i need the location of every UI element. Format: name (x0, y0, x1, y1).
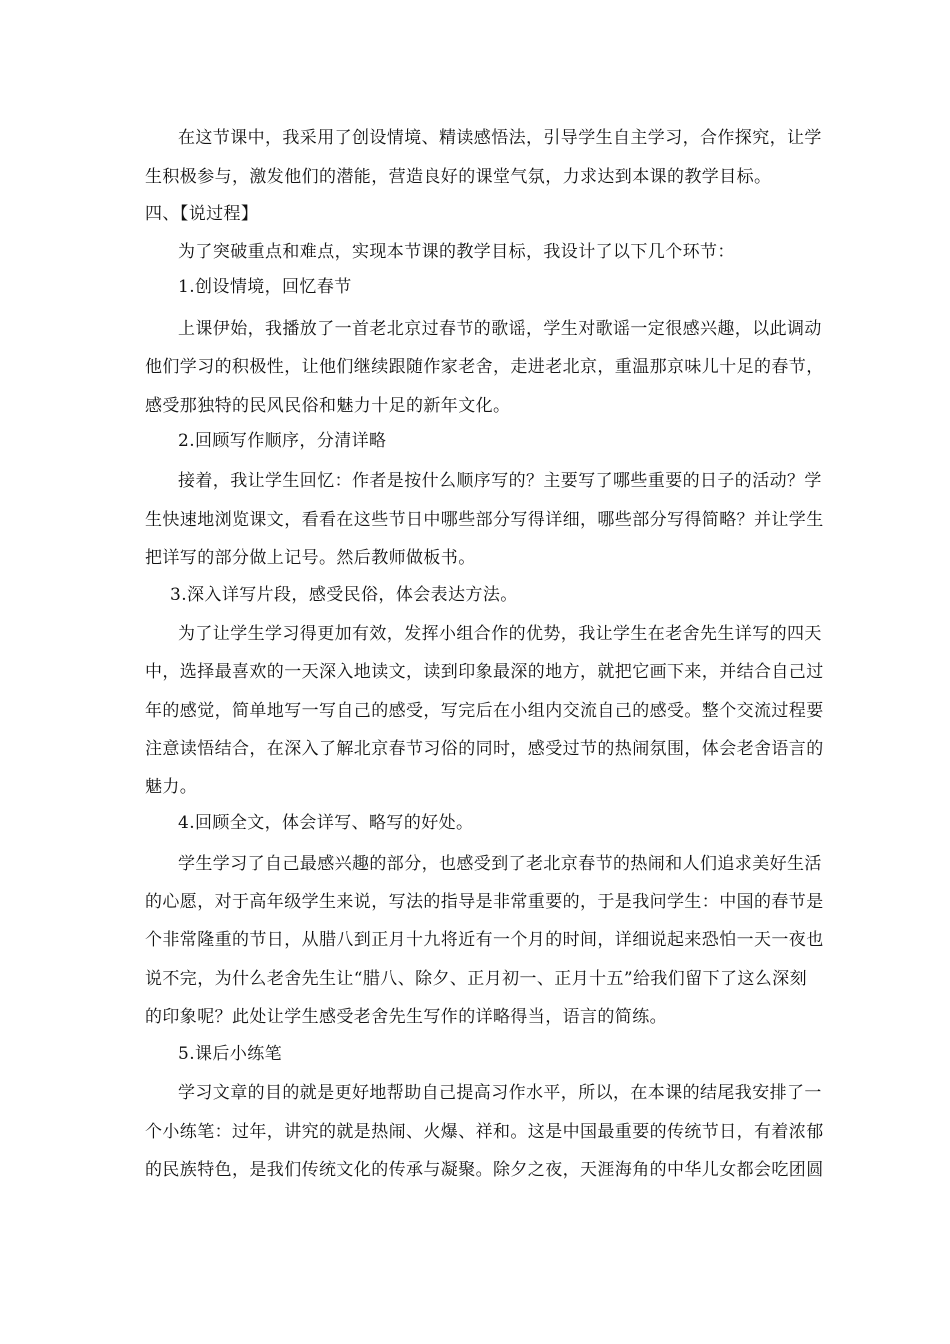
paragraph-line: 的心愿，对于高年级学生来说，写法的指导是非常重要的，于是我问学生：中国的春节是 (145, 892, 824, 912)
paragraph-line: 生积极参与，激发他们的潜能，营造良好的课堂气氛，力求达到本课的教学目标。 (145, 167, 772, 187)
paragraph-line: 个非常隆重的节日，从腊八到正月十九将近有一个月的时间，详细说起来恐怕一天一夜也 (145, 930, 824, 950)
paragraph-line: 为了突破重点和难点，实现本节课的教学目标，我设计了以下几个环节： (178, 242, 735, 262)
step-heading: 5.课后小练笔 (178, 1044, 283, 1064)
paragraph-line: 生快速地浏览课文，看看在这些节日中哪些部分写得详细，哪些部分写得简略？并让学生 (145, 510, 824, 530)
step-heading: 3.深入详写片段，感受民俗，体会表达方法。 (170, 585, 518, 605)
paragraph-line: 魅力。 (145, 777, 198, 797)
paragraph-line: 学生学习了自己最感兴趣的部分，也感受到了老北京春节的热闹和人们追求美好生活 (178, 854, 822, 874)
paragraph-line: 在这节课中，我采用了创设情境、精读感悟法，引导学生自主学习，合作探究，让学 (178, 128, 822, 148)
step-heading: 4.回顾全文，体会详写、略写的好处。 (178, 813, 474, 833)
paragraph-line: 把详写的部分做上记号。然后教师做板书。 (145, 548, 476, 568)
paragraph-line: 学习文章的目的就是更好地帮助自己提高习作水平，所以，在本课的结尾我安排了一 (178, 1083, 822, 1103)
paragraph-line: 说不完，为什么老舍先生让“腊八、除夕、正月初一、正月十五”给我们留下了这么深刻 (145, 969, 807, 989)
paragraph-line: 为了让学生学习得更加有效，发挥小组合作的优势，我让学生在老舍先生详写的四天 (178, 624, 822, 644)
paragraph-line: 中，选择最喜欢的一天深入地读文，读到印象最深的地方，就把它画下来，并结合自己过 (145, 662, 824, 682)
section-heading: 四、【说过程】 (145, 204, 259, 224)
paragraph-line: 个小练笔：过年，讲究的就是热闹、火爆、祥和。这是中国最重要的传统节日，有着浓郁 (145, 1122, 824, 1142)
step-heading: 2.回顾写作顺序，分清详略 (178, 431, 387, 451)
paragraph-line: 注意读悟结合，在深入了解北京春节习俗的同时，感受过节的热闹氛围，体会老舍语言的 (145, 739, 824, 759)
paragraph-line: 他们学习的积极性，让他们继续跟随作家老舍，走进老北京，重温那京味儿十足的春节， (145, 357, 824, 377)
paragraph-line: 上课伊始，我播放了一首老北京过春节的歌谣，学生对歌谣一定很感兴趣，以此调动 (178, 319, 822, 339)
paragraph-line: 的印象呢？此处让学生感受老舍先生写作的详略得当，语言的简练。 (145, 1007, 667, 1027)
paragraph-line: 的民族特色，是我们传统文化的传承与凝聚。除夕之夜，天涯海角的中华儿女都会吃团圆 (145, 1160, 824, 1180)
step-heading: 1.创设情境，回忆春节 (178, 277, 352, 297)
paragraph-line: 感受那独特的民风民俗和魅力十足的新年文化。 (145, 396, 511, 416)
paragraph-line: 年的感觉，简单地写一写自己的感受，写完后在小组内交流自己的感受。整个交流过程要 (145, 701, 824, 721)
paragraph-line: 接着，我让学生回忆：作者是按什么顺序写的？主要写了哪些重要的日子的活动？学 (178, 471, 822, 491)
